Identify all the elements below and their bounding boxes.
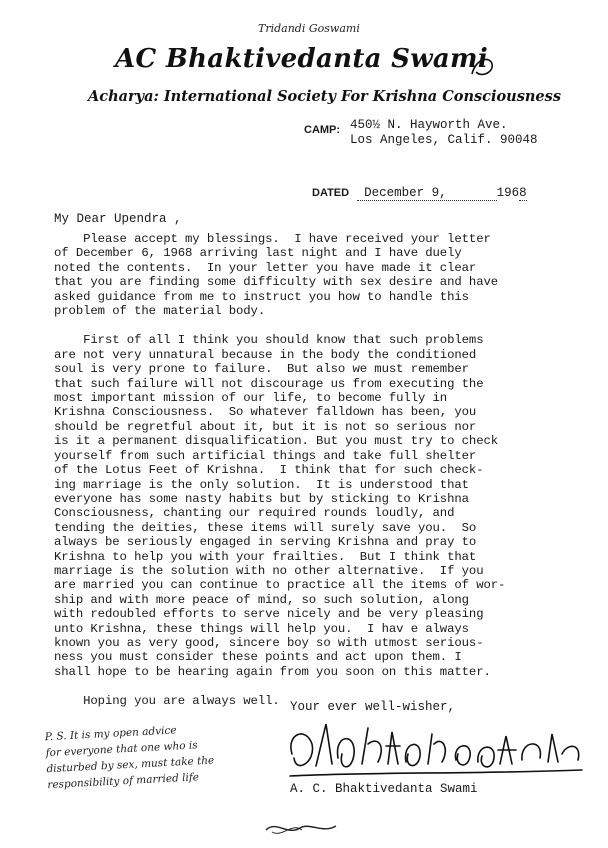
paragraph <box>54 333 584 679</box>
text-line: that such failure will not discourage us from executing the <box>54 376 484 391</box>
closing: Your ever well-wisher, <box>290 700 456 714</box>
salutation: My Dear Upendra , <box>54 212 182 226</box>
dated-line <box>312 186 527 201</box>
letterhead-tridandi: Tridandi Goswami <box>258 22 360 35</box>
postscript-line: responsibility of married life <box>47 771 200 792</box>
text-line: asked guidance from me to instruct you how to handle this <box>54 289 469 304</box>
text-line: ness you must consider these points and act upon them. I <box>54 650 462 665</box>
dated-year-prefix: 196 <box>496 186 520 200</box>
text-line: that you are finding some difficulty with sex desire and have <box>54 275 499 290</box>
text-line: of the Lotus Feet of Krishna. I think that for such check- <box>54 463 484 478</box>
camp-label: CAMP: <box>304 124 341 136</box>
text-line: everyone has some nasty habits but by sticking to Krishna <box>54 491 469 506</box>
text-line: most important mission of our life, to become fully in <box>54 391 448 406</box>
camp-address <box>350 118 538 148</box>
letterhead-name: AC Bhaktivedanta Swami <box>115 44 489 74</box>
text-line: always be seriously engaged in serving Krishna and pray to <box>54 535 477 550</box>
text-line: tending the deities, these items will surely save you. So <box>54 520 477 535</box>
postscript <box>44 719 247 793</box>
flourish-icon <box>262 818 342 838</box>
text-line: with redoubled efforts to serve nicely and be very pleasing <box>54 607 484 622</box>
letterhead-flourish-icon <box>468 52 498 80</box>
letterhead-acharya: Acharya: International Society For Krishna Consciousness <box>88 88 561 105</box>
camp-address-line2: Los Angeles, Calif. 90048 <box>350 133 538 147</box>
text-line: ship and with more peace of mind, so such solution, along <box>54 592 469 607</box>
text-line: ing marriage is the only solution. It is understood that <box>54 477 469 492</box>
dated-label: DATED <box>312 187 350 199</box>
text-line: Consciousness, chanting our required rounds loudly, and <box>54 506 455 521</box>
signature-name: A. C. Bhaktivedanta Swami <box>290 782 478 796</box>
paragraph <box>54 232 584 318</box>
dated-month-day: December 9, <box>357 186 497 201</box>
letter-body <box>54 232 584 724</box>
text-line: problem of the material body. <box>54 304 266 319</box>
text-line: soul is very prone to failure. But also we must remember <box>54 362 469 377</box>
text-line: known you as very good, sincere boy so with utmost serious- <box>54 635 484 650</box>
text-line: Hoping you are always well. <box>54 694 280 709</box>
postscript-line: disturbed by sex, must take the <box>46 754 215 776</box>
text-line: marriage is the solution with no other alternative. If you <box>54 563 484 578</box>
text-line: First of all I think you should know that such problems <box>54 333 484 348</box>
postscript-line: P. S. It is my open advice <box>44 724 177 744</box>
dated-year-suffix: 8 <box>519 186 527 200</box>
camp-address-line1: 450½ N. Hayworth Ave. <box>350 118 508 132</box>
text-line: unto Krishna, these things will help you. I hav e always <box>54 621 469 636</box>
text-line: yourself from such artificial things and take full shelter <box>54 448 477 463</box>
text-line: are not very unnatural because in the body the conditioned <box>54 347 477 362</box>
text-line: Please accept my blessings. I have received your letter <box>54 232 491 246</box>
postscript-line: for everyone that one who is <box>45 739 198 760</box>
text-line: Krishna to help you with your frailties. But I think that <box>54 549 477 564</box>
text-line: should be regretful about it, but it is not so serious nor <box>54 419 477 434</box>
signature-icon <box>282 714 592 786</box>
text-line: noted the contents. In your letter you have made it clear <box>54 260 477 275</box>
text-line: is it a permanent disqualification. But you must try to check <box>54 434 499 449</box>
text-line: Krishna Consciousness. So whatever falldown has been, you <box>54 405 477 420</box>
text-line: of December 6, 1968 arriving last night and I have duely <box>54 246 462 261</box>
text-line: shall hope to be hearing again from you soon on this matter. <box>54 664 491 679</box>
text-line: are married you can continue to practice all the items of wor- <box>54 578 506 593</box>
